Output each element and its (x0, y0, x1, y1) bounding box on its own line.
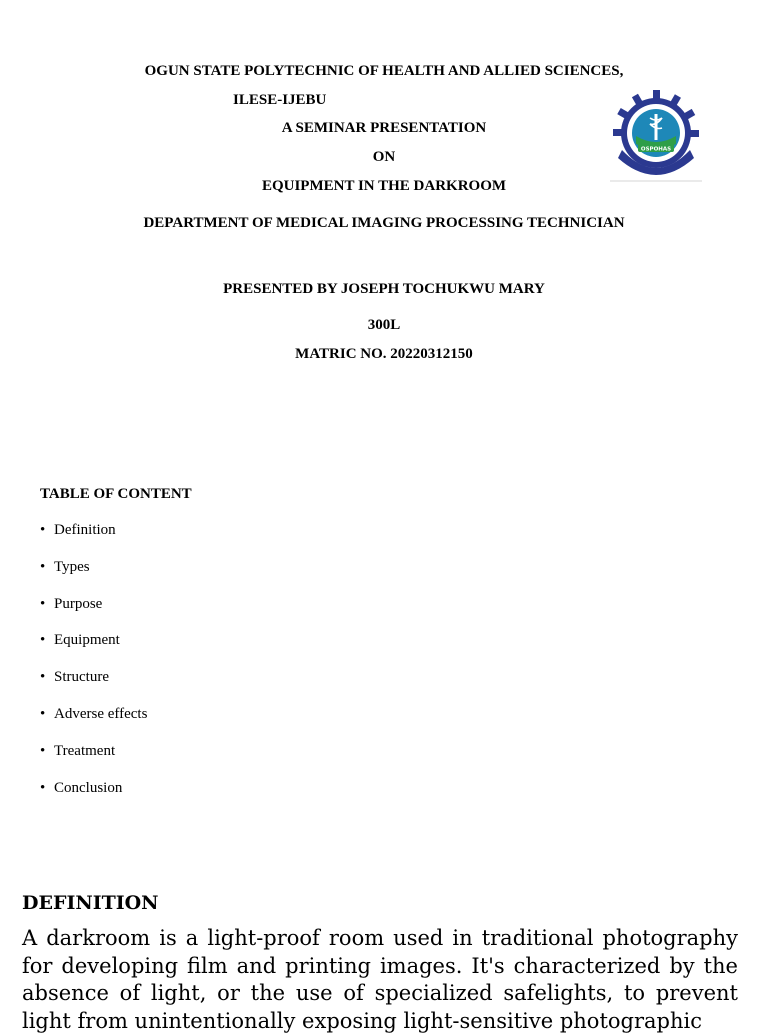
bullet-icon: • (40, 558, 46, 575)
logo-text: OSPOHAS (640, 146, 672, 153)
bullet-icon: • (40, 595, 46, 612)
institution-logo (608, 88, 704, 184)
institution-location: ILESE-IJEBU (233, 92, 327, 108)
toc-item-label: Purpose (54, 595, 103, 612)
department-name: DEPARTMENT OF MEDICAL IMAGING PROCESSING TECHNICIAN (143, 215, 625, 231)
toc-item (40, 705, 147, 742)
toc-item (40, 668, 147, 705)
bullet-icon: • (40, 705, 46, 722)
bullet-icon: • (40, 669, 46, 686)
toc-item-label: Structure (54, 669, 109, 686)
definition-body: A darkroom is a light-proof room used in traditional photography for developing film and printing images. It's characterized by the absence of light, or the use of specialized safelights, to prevent light from unintentionally exposing light-sensitive photographic (22, 926, 738, 1033)
definition-heading: DEFINITION (22, 892, 159, 914)
bullet-icon: • (40, 779, 46, 796)
toc-item (40, 742, 147, 779)
presentation-type: A SEMINAR PRESENTATION (281, 120, 487, 136)
toc-title: TABLE OF CONTENT (40, 486, 192, 502)
toc-item (40, 595, 147, 632)
toc-list (40, 521, 147, 815)
toc-item (40, 631, 147, 668)
toc-item-label: Equipment (54, 632, 120, 649)
bullet-icon: • (40, 522, 46, 538)
bullet-icon: • (40, 632, 46, 649)
on-label: ON (372, 149, 396, 165)
presentation-topic: EQUIPMENT IN THE DARKROOM (261, 178, 507, 194)
institution-name: OGUN STATE POLYTECHNIC OF HEALTH AND ALLIED SCIENCES, (144, 63, 624, 79)
toc-item (40, 521, 147, 558)
student-level: 300L (367, 317, 401, 333)
toc-item (40, 558, 147, 595)
toc-item-label: Conclusion (54, 779, 123, 796)
presenter-name: PRESENTED BY JOSEPH TOCHUKWU MARY (223, 281, 545, 297)
toc-item-label: Treatment (54, 742, 116, 759)
matric-number: MATRIC NO. 20220312150 (295, 346, 473, 362)
toc-item-label: Definition (54, 522, 116, 538)
toc-item-label: Types (54, 558, 90, 575)
toc-item (40, 779, 147, 816)
bullet-icon: • (40, 742, 46, 759)
toc-item-label: Adverse effects (54, 705, 148, 722)
